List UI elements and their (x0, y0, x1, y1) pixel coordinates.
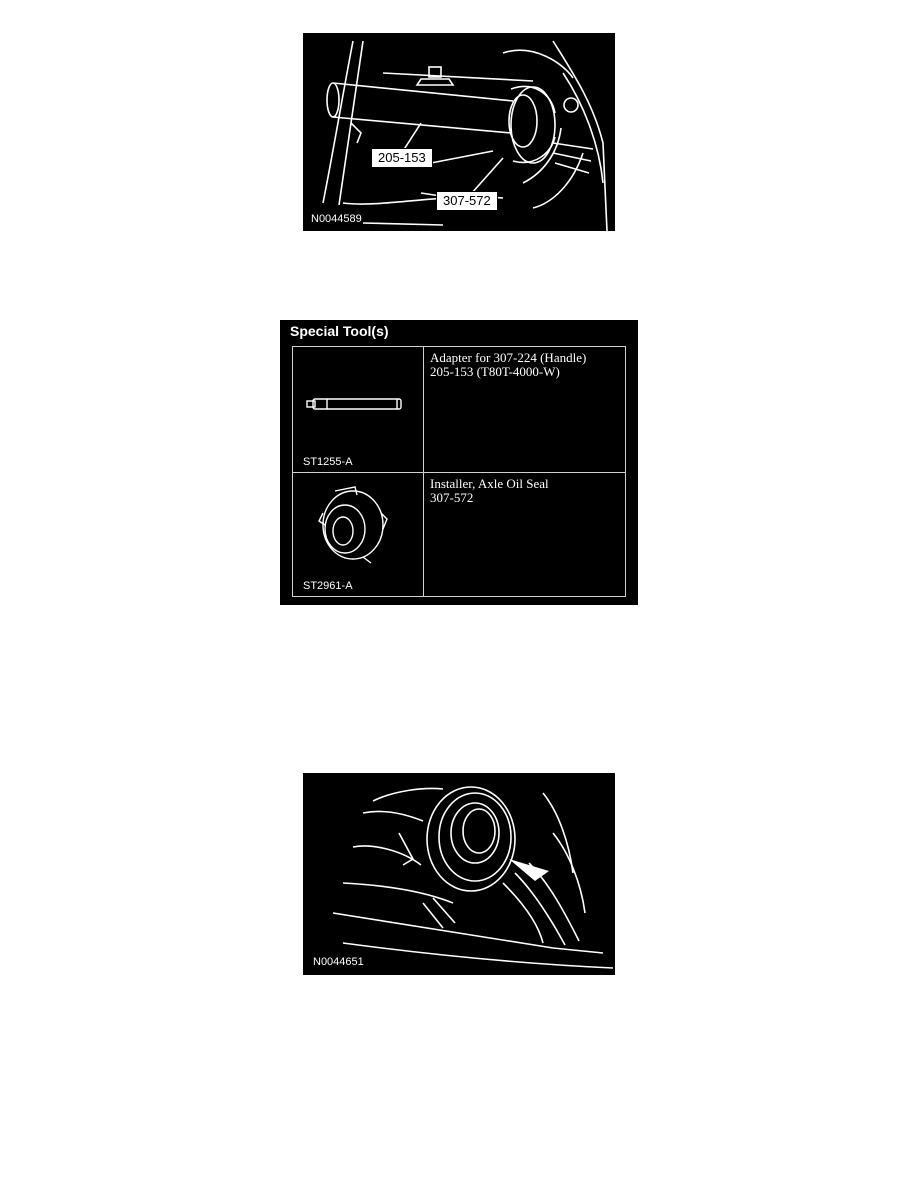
tool-image-cell (293, 473, 424, 596)
special-tools-panel (280, 320, 638, 605)
special-tools-table (292, 346, 626, 597)
figure-id: N0044651 (313, 956, 364, 968)
tool-description-cell (424, 347, 625, 472)
tool-description-line2: 205-153 (T80T-4000-W) (430, 364, 560, 379)
tool-description-line2: 307-572 (430, 490, 474, 505)
tool-description-cell (424, 473, 625, 596)
adapter-shaft-icon (293, 347, 423, 467)
tool-description-line1: Adapter for 307-224 (Handle) (430, 350, 587, 365)
tool-row (293, 473, 625, 596)
tool-image-code: ST1255-A (303, 456, 353, 468)
figure-axle-seal-bore (303, 773, 615, 975)
tool-description (430, 351, 586, 379)
callout-307-572: 307-572 (436, 191, 498, 211)
figure-id: N0044589 (311, 213, 362, 225)
tool-image-code: ST2961-A (303, 580, 353, 592)
tool-image-cell (293, 347, 424, 472)
tool-description-line1: Installer, Axle Oil Seal (430, 476, 549, 491)
seal-installer-icon (293, 473, 423, 593)
tool-description (430, 477, 549, 505)
figure-seal-installation (303, 33, 615, 231)
callout-205-153: 205-153 (371, 148, 433, 168)
tool-row (293, 347, 625, 473)
special-tools-title: Special Tool(s) (290, 323, 389, 339)
axle-seal-bore-illustration (303, 773, 615, 975)
